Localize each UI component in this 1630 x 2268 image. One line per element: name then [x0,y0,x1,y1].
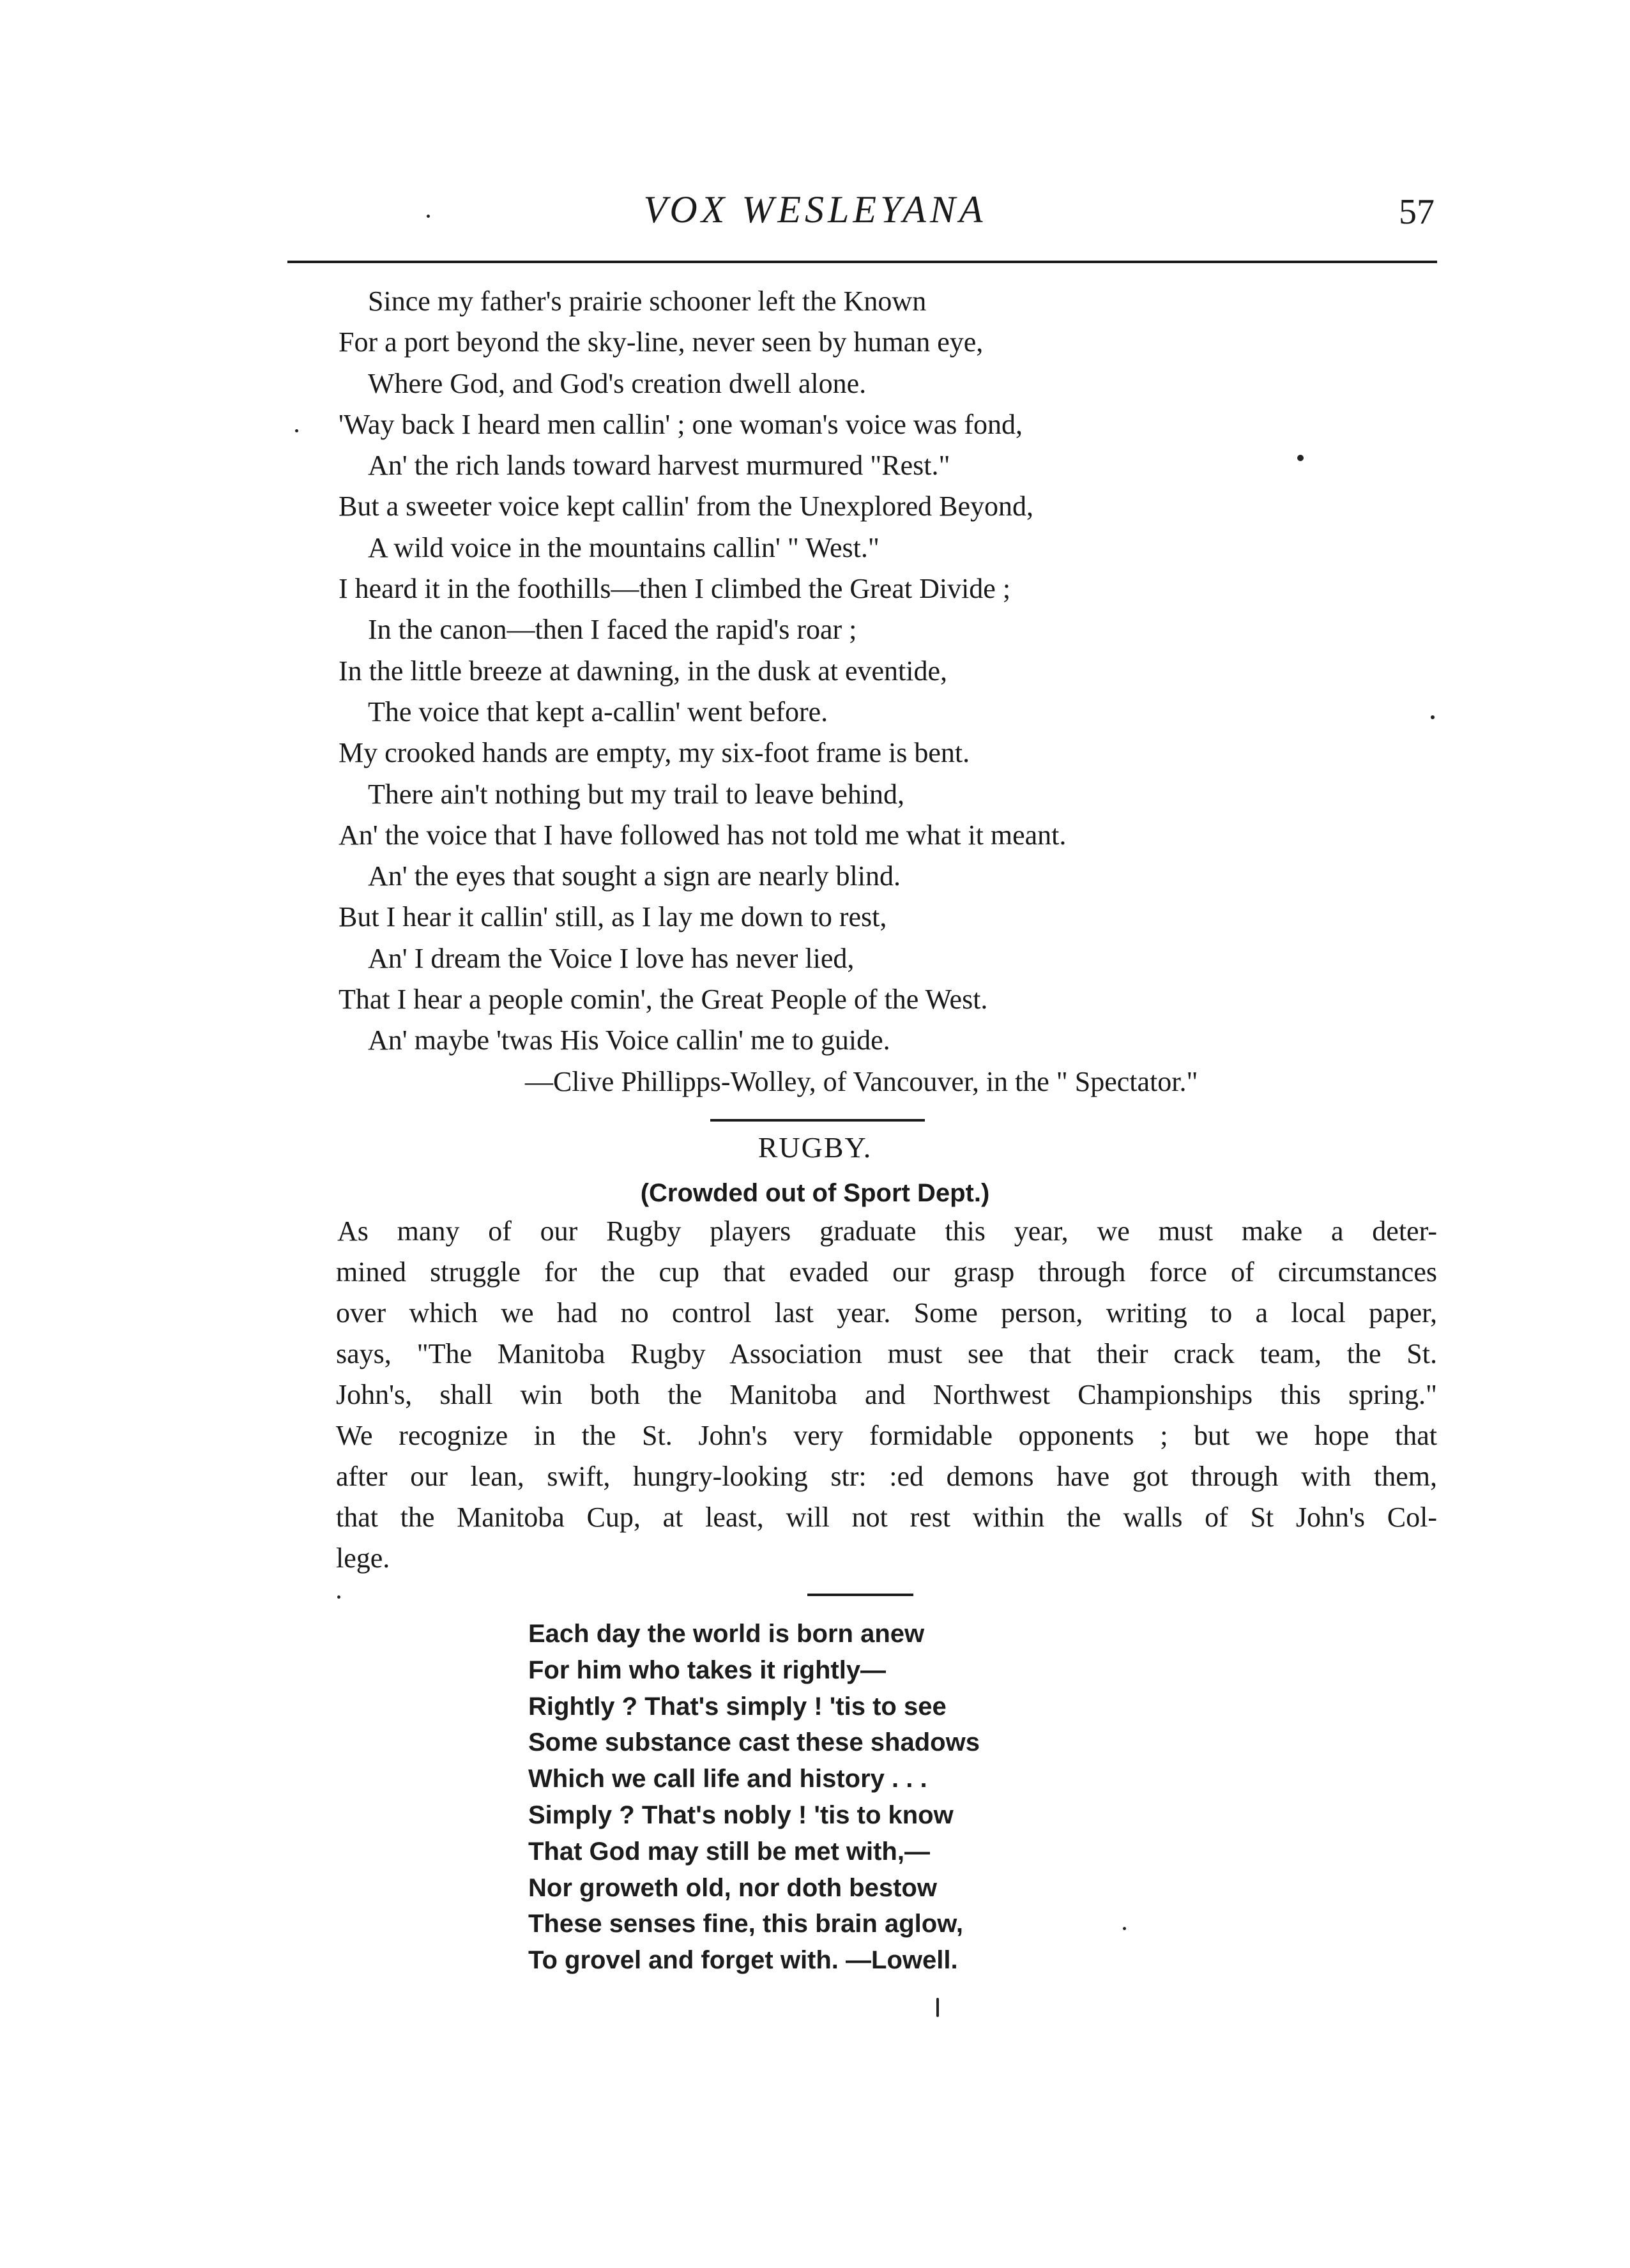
poem-line: An' maybe 'twas His Voice callin' me to guide. [368,1024,890,1056]
poem-line: 'Way back I heard men callin' ; one woman's voice was fond, [339,408,1023,440]
poem-line: These senses fine, this brain aglow, [528,1910,963,1938]
running-title: VOX WESLEYANA [643,188,987,231]
print-speck [1123,1927,1126,1930]
page-number: 57 [1399,192,1435,232]
poem-line: An' I dream the Voice I love has never lied, [368,942,855,974]
poem-line: My crooked hands are empty, my six-foot frame is bent. [339,737,970,769]
poem-line: Since my father's prairie schooner left the Known [368,285,927,317]
section-subtitle: (Crowded out of Sport Dept.) [640,1179,990,1207]
poem-line: Rightly ? That's simply ! 'tis to see [528,1692,947,1721]
poem-line: Where God, and God's creation dwell alone. [368,367,867,399]
poem-line: An' the voice that I have followed has not told me what it meant. [339,819,1067,851]
poem-line: But I hear it callin' still, as I lay me down to rest, [339,901,887,933]
paragraph-line: over which we had no control last year. Some person, writing to a local paper, [336,1297,1437,1328]
poem-line: An' the rich lands toward harvest murmured "Rest." [368,450,950,482]
paragraph-line: As many of our Rugby players graduate this year, we must make a deter- [337,1215,1437,1247]
poem-line: To grovel and forget with. —Lowell. [528,1946,958,1975]
poem-line: Some substance cast these shadows [528,1728,980,1757]
section-rule [807,1594,913,1596]
header-rule [287,261,1437,263]
paragraph-line: We recognize in the St. John's very formidable opponents ; but we hope that [336,1420,1437,1451]
poem-line: In the canon—then I faced the rapid's roar ; [368,614,857,646]
print-speck [337,1595,340,1599]
poem-line: For him who takes it rightly— [528,1655,887,1684]
poem-lowell [528,1616,1295,1979]
poem-line: In the little breeze at dawning, in the dusk at eventide, [339,655,948,687]
paragraph-line: John's, shall win both the Manitoba and Northwest Championships this spring." [336,1379,1437,1410]
poem-line: Which we call life and history . . . [528,1765,927,1793]
poem-line: That God may still be met with,— [528,1837,930,1866]
print-speck [1431,715,1435,719]
section-rule [710,1119,925,1122]
paragraph-line: mined struggle for the cup that evaded our grasp through force of circumstances [336,1256,1437,1288]
poem-line: For a port beyond the sky-line, never seen by human eye, [339,326,984,358]
rugby-paragraph [336,1211,1437,1579]
print-speck [427,215,430,218]
poem-line: There ain't nothing but my trail to leave behind, [368,778,905,810]
poem-line: But a sweeter voice kept callin' from the Unexplored Beyond, [339,491,1034,522]
poem-line: That I hear a people comin', the Great People of the West. [339,984,988,1016]
poem-line: The voice that kept a-callin' went before. [368,696,828,727]
paragraph-line: says, "The Manitoba Rugby Association must see that their crack team, the St. [336,1338,1437,1369]
poem-line: I heard it in the foothills—then I climbed the Great Divide ; [339,573,1011,605]
paragraph-line: after our lean, swift, hungry-looking str: :ed demons have got through with them, [336,1461,1437,1492]
poem-line: Each day the world is born anew [528,1620,925,1648]
print-speck [1297,455,1304,461]
print-speck [295,429,298,432]
poem-line: Simply ? That's nobly ! 'tis to know [528,1800,954,1829]
poem-line: An' the eyes that sought a sign are nearly blind. [368,860,901,892]
poem-west [339,281,1454,1102]
section-title: RUGBY. [758,1131,872,1164]
poem-attribution: —Clive Phillipps-Wolley, of Vancouver, in the " Spectator." [525,1065,1198,1097]
print-speck [936,1998,939,2017]
poem-line: A wild voice in the mountains callin' " West." [368,531,880,563]
paragraph-line: that the Manitoba Cup, at least, will not rest within the walls of St John's Col- [336,1502,1437,1533]
paragraph-line: lege. [336,1542,390,1574]
poem-line: Nor groweth old, nor doth bestow [528,1873,937,1902]
